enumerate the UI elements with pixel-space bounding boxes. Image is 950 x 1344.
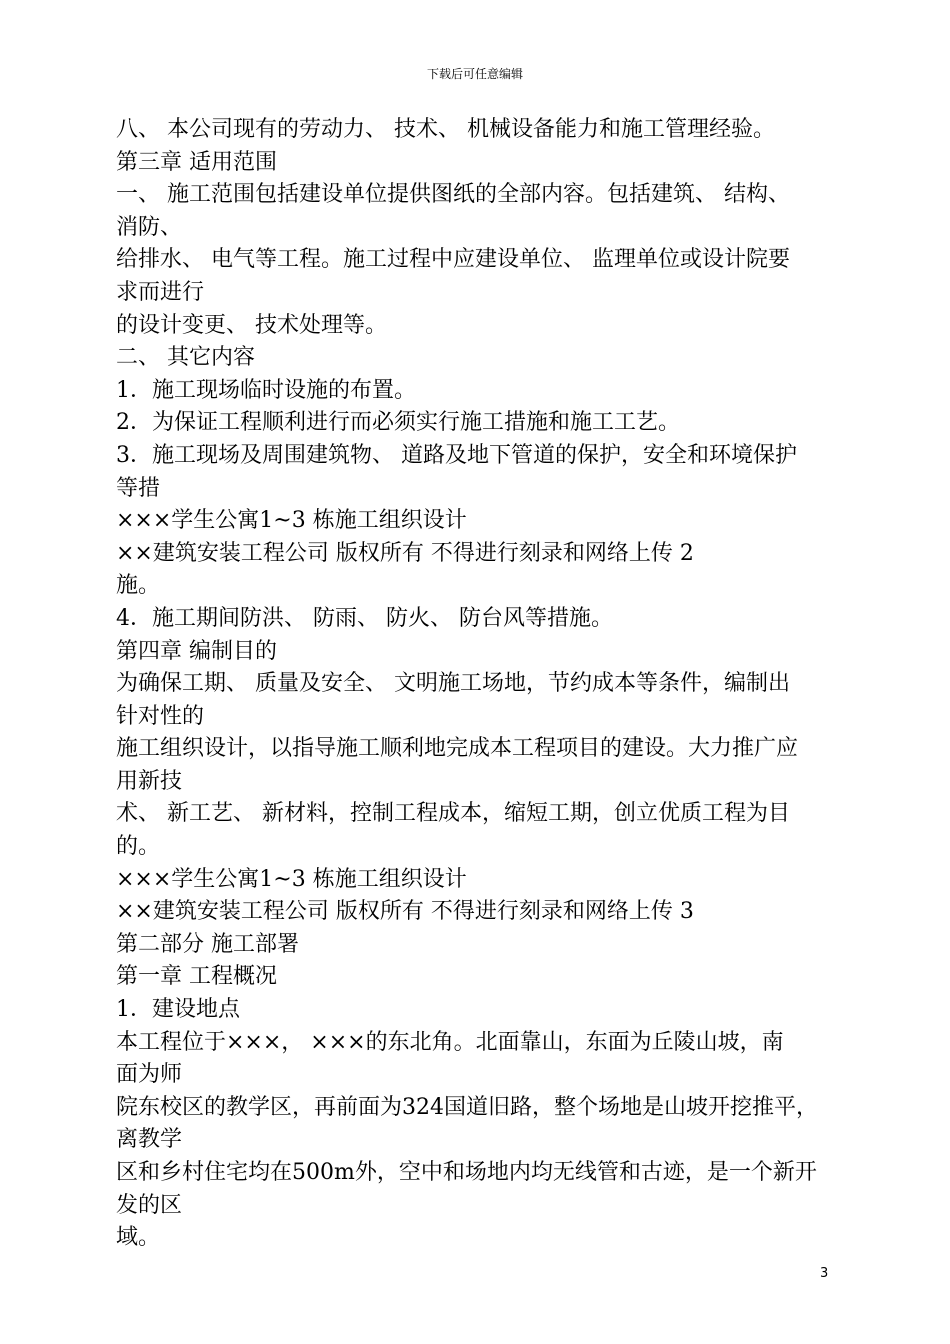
text-line: 一、 施工范围包括建设单位提供图纸的全部内容。包括建筑、 结构、 [116, 182, 790, 208]
running-footer-title: ×××学生公寓1~3 栋施工组织设计 [116, 508, 467, 534]
section-heading: 二、 其它内容 [116, 345, 255, 371]
text-line: 为确保工期、 质量及安全、 文明施工场地，节约成本等条件，编制出 [116, 671, 790, 697]
chapter-heading: 第四章 编制目的 [116, 638, 277, 664]
page-header: 下载后可任意编辑 [426, 67, 523, 81]
chapter-heading: 第三章 适用范围 [116, 149, 277, 175]
running-footer-title: ×××学生公寓1~3 栋施工组织设计 [116, 866, 467, 892]
text-line: 施工组织设计，以指导施工顺利地完成本工程项目的建设。大力推广应 [116, 736, 799, 762]
text-line: 用新技 [116, 768, 183, 794]
list-item: 3．施工现场及周围建筑物、 道路及地下管道的保护，安全和环境保护 [116, 442, 797, 468]
list-item: 2．为保证工程顺利进行而必须实行施工措施和施工工艺。 [116, 410, 680, 436]
text-line: 发的区 [116, 1192, 183, 1218]
text-line: 施。 [116, 573, 161, 599]
text-line: 针对性的 [116, 703, 205, 729]
part-heading: 第二部分 施工部署 [116, 931, 299, 957]
page-number: 3 [820, 1266, 829, 1281]
list-item: 1．建设地点 [116, 997, 240, 1023]
text-line: 的。 [116, 834, 161, 860]
text-line: 院东校区的教学区，再前面为324国道旧路，整个场地是山坡开挖推平， [116, 1094, 818, 1120]
running-footer-copyright: ××建筑安装工程公司 版权所有 不得进行刻录和网络上传 3 [116, 899, 694, 925]
text-line: 本工程位于×××， ×××的东北角。北面靠山，东面为丘陵山坡，南 [116, 1029, 784, 1055]
list-item: 1．施工现场临时设施的布置。 [116, 377, 416, 403]
text-line: 区和乡村住宅均在500m外，空中和场地内均无线管和古迹，是一个新开 [116, 1160, 817, 1185]
text-line: 八、 本公司现有的劳动力、 技术、 机械设备能力和施工管理经验。 [116, 117, 775, 142]
text-line: 离教学 [116, 1127, 183, 1153]
text-line: 的设计变更、 技术处理等。 [116, 312, 387, 338]
text-line: 等措 [116, 475, 161, 501]
document-body [116, 114, 838, 1255]
text-line: 给排水、 电气等工程。施工过程中应建设单位、 监理单位或设计院要 [116, 247, 790, 273]
text-line: 域。 [116, 1225, 161, 1251]
chapter-heading: 第一章 工程概况 [116, 964, 277, 990]
text-line: 术、 新工艺、 新材料，控制工程成本，缩短工期，创立优质工程为目 [116, 801, 790, 827]
list-item: 4．施工期间防洪、 防雨、 防火、 防台风等措施。 [116, 605, 613, 631]
text-line: 消防、 [116, 214, 183, 240]
running-footer-copyright: ××建筑安装工程公司 版权所有 不得进行刻录和网络上传 2 [116, 540, 694, 566]
text-line: 面为师 [116, 1062, 183, 1088]
text-line: 求而进行 [116, 279, 205, 305]
